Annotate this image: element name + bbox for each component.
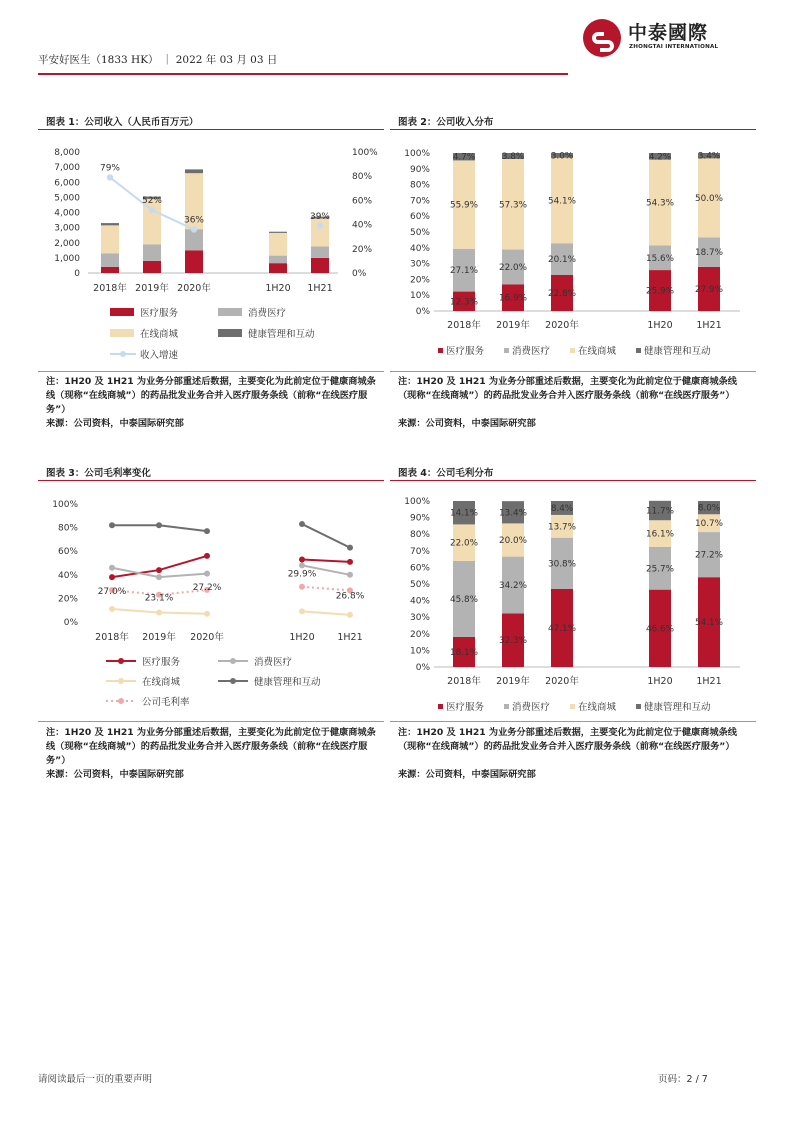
chart3-point-health-3 xyxy=(299,521,305,527)
chart1-y2-tick: 80% xyxy=(352,172,373,183)
chart2-data-label-health-4: 3.4% xyxy=(697,151,721,162)
chart3-point-margin-3 xyxy=(299,584,305,590)
chart4-source: 来源：公司资料，中泰国际研究部 xyxy=(398,769,536,780)
chart4-y-tick: 30% xyxy=(409,613,430,624)
chart3-legend-label-2: 在线商城 xyxy=(142,677,181,688)
chart1-growth-point-0 xyxy=(107,174,113,180)
chart2-y-tick: 60% xyxy=(409,212,430,223)
chart1-title: 图表 1：公司收入（人民币百万元） xyxy=(46,117,199,128)
chart2-data-label-online-4: 50.0% xyxy=(695,193,723,204)
chart4-legend-label-1: 消费医疗 xyxy=(512,702,551,713)
chart3-title: 图表 3：公司毛利率变化 xyxy=(46,468,151,479)
logo-subtitle: ZHONGTAI INTERNATIONAL xyxy=(629,44,719,50)
chart1-y2-tick: 40% xyxy=(352,220,373,231)
chart1-legend-label-1: 消费医疗 xyxy=(248,308,287,319)
chart3-x-tick: 1H21 xyxy=(337,632,363,643)
report-header-text: 平安好医生（1833 HK） ｜ 2022 年 03 月 03 日 xyxy=(38,54,278,66)
chart3-margin-label-1: 23.1% xyxy=(144,593,174,604)
chart1-legend-swatch-2 xyxy=(110,329,134,337)
chart1-y-tick: 8,000 xyxy=(54,148,80,158)
chart4-y-tick: 90% xyxy=(409,513,430,524)
chart2-x-tick: 2020年 xyxy=(545,320,579,331)
chart4-legend-swatch-0 xyxy=(438,704,443,709)
chart1-y2-tick: 0% xyxy=(352,269,367,279)
chart4-y-tick: 10% xyxy=(409,646,430,657)
chart1-bar-health-0 xyxy=(101,223,119,225)
chart1-growth-point-4 xyxy=(317,223,323,229)
chart2-data-label-consumer-0: 27.1% xyxy=(450,266,478,277)
chart3-point-consumer-3 xyxy=(299,562,305,568)
chart4-data-label-health-2: 8.4% xyxy=(550,503,574,514)
chart4-data-label-medical-2: 47.1% xyxy=(548,623,576,634)
chart3-legend-label-3: 健康管理和互动 xyxy=(254,677,321,688)
chart1-bar-consumer-0 xyxy=(101,253,119,267)
chart1-x-tick: 1H21 xyxy=(307,283,333,294)
chart1-y-tick: 1,000 xyxy=(54,253,80,264)
chart4-legend-label-2: 在线商城 xyxy=(578,702,617,713)
chart1-legend-swatch-0 xyxy=(110,308,134,316)
chart4-gross-profit-share xyxy=(390,486,756,720)
chart1-y-tick: 4,000 xyxy=(54,208,80,219)
chart2-data-label-consumer-4: 18.7% xyxy=(695,248,723,259)
chart4-legend-label-0: 医疗服务 xyxy=(446,702,485,713)
chart3-point-health-1 xyxy=(156,522,162,528)
chart3-x-tick: 1H20 xyxy=(289,632,315,643)
chart2-legend-label-1: 消费医疗 xyxy=(512,346,551,357)
chart1-legend-label-0: 医疗服务 xyxy=(140,308,179,319)
chart4-data-label-consumer-3: 25.7% xyxy=(646,564,674,575)
chart2-y-tick: 10% xyxy=(409,291,430,302)
chart2-x-tick: 1H21 xyxy=(696,320,722,331)
chart3-point-health-4 xyxy=(347,545,353,551)
chart3-margin-label-2: 27.2% xyxy=(192,582,222,593)
chart2-legend-label-0: 医疗服务 xyxy=(446,346,485,357)
chart4-y-tick: 80% xyxy=(409,530,430,541)
chart3-legend-label-4: 公司毛利率 xyxy=(142,697,190,708)
chart4-y-tick: 40% xyxy=(409,596,430,607)
chart3-point-medical-2 xyxy=(204,553,210,559)
footer-disclaimer: 请阅读最后一页的重要声明 xyxy=(38,1074,153,1085)
chart3-point-medical-4 xyxy=(347,559,353,565)
chart1-growth-label-0: 79% xyxy=(99,163,121,174)
chart3-point-online-3 xyxy=(299,608,305,614)
chart1-growth-label-2: 36% xyxy=(183,215,205,226)
chart2-data-label-medical-1: 16.9% xyxy=(499,293,527,304)
chart4-x-tick: 1H20 xyxy=(647,676,673,687)
chart1-x-tick: 2020年 xyxy=(177,283,211,294)
chart1-bar-online-3 xyxy=(269,233,287,256)
chart4-legend-swatch-1 xyxy=(504,704,509,709)
chart4-y-tick: 20% xyxy=(409,629,430,640)
chart4-data-label-online-4: 10.7% xyxy=(695,519,723,530)
chart4-data-label-health-4: 8.0% xyxy=(697,503,721,514)
chart3-y-tick: 100% xyxy=(52,500,78,510)
chart4-title: 图表 4：公司毛利分布 xyxy=(398,468,494,479)
chart3-x-tick: 2020年 xyxy=(190,632,224,643)
chart2-y-tick: 20% xyxy=(409,275,430,286)
chart4-data-label-consumer-2: 30.8% xyxy=(548,559,576,570)
chart2-note: 注：1H20 及 1H21 为业务分部重述后数据，主要变化为此前定位于健康商城条线（现称“在线商城”）的药品批发业务合并入医疗服务条线（前称“在线医疗服务”） xyxy=(398,376,737,401)
chart1-y-tick: 3,000 xyxy=(54,223,80,234)
chart4-y-tick: 0% xyxy=(415,663,430,673)
chart1-legend-label-4: 收入增速 xyxy=(140,350,179,361)
chart3-line-online-b xyxy=(302,611,350,615)
chart1-source: 来源：公司资料，中泰国际研究部 xyxy=(46,418,184,429)
chart2-y-tick: 40% xyxy=(409,243,430,254)
chart2-y-tick: 0% xyxy=(415,307,430,317)
chart3-point-consumer-1 xyxy=(156,574,162,580)
chart1-growth-label-4: 39% xyxy=(309,211,331,222)
chart3-x-tick: 2018年 xyxy=(95,632,129,643)
chart2-legend-swatch-1 xyxy=(504,348,509,353)
chart3-point-medical-3 xyxy=(299,556,305,562)
chart1-growth-point-2 xyxy=(191,226,197,232)
chart1-y2-tick: 60% xyxy=(352,196,373,207)
chart4-data-label-online-2: 13.7% xyxy=(548,522,576,533)
chart4-data-label-health-0: 14.1% xyxy=(450,508,478,519)
logo-title: 中泰國際 xyxy=(628,22,709,44)
chart1-bar-health-2 xyxy=(185,169,203,173)
chart3-bottom-rule xyxy=(38,721,384,722)
chart4-data-label-health-1: 13.4% xyxy=(499,508,527,519)
chart2-y-tick: 80% xyxy=(409,180,430,191)
chart1-bar-consumer-4 xyxy=(311,247,329,258)
chart2-x-tick: 2019年 xyxy=(496,320,530,331)
chart2-y-tick: 90% xyxy=(409,164,430,175)
chart1-bar-consumer-3 xyxy=(269,256,287,264)
chart4-data-label-medical-3: 46.6% xyxy=(646,624,674,635)
chart4-x-tick: 2018年 xyxy=(447,676,481,687)
chart2-data-label-health-2: 3.0% xyxy=(550,151,574,162)
chart3-margin-label-4: 26.8% xyxy=(335,591,365,602)
chart4-y-tick: 60% xyxy=(409,563,430,574)
chart3-line-margin-b xyxy=(302,587,350,591)
chart1-y-tick: 0 xyxy=(74,269,80,279)
chart1-y2-tick: 20% xyxy=(352,244,373,255)
chart2-data-label-medical-3: 25.9% xyxy=(646,286,674,297)
chart4-legend-swatch-2 xyxy=(570,704,575,709)
chart3-note: 注：1H20 及 1H21 为业务分部重述后数据，主要变化为此前定位于健康商城条线（现称“在线商城”）的药品批发业务合并入医疗服务条线（前称“在线医疗服务”） xyxy=(46,727,376,766)
chart1-y-tick: 7,000 xyxy=(54,163,80,174)
chart3-margin-label-0: 27.0% xyxy=(97,587,127,598)
chart3-point-consumer-4 xyxy=(347,572,353,578)
chart3-point-consumer-0 xyxy=(109,565,115,571)
chart3-top-rule xyxy=(38,480,384,481)
chart1-bar-medical-1 xyxy=(143,261,161,273)
chart3-point-online-4 xyxy=(347,612,353,618)
chart1-x-tick: 1H20 xyxy=(265,283,291,294)
chart4-x-tick: 1H21 xyxy=(696,676,722,687)
chart3-y-tick: 40% xyxy=(57,570,78,581)
chart2-legend-swatch-2 xyxy=(570,348,575,353)
chart2-data-label-online-3: 54.3% xyxy=(646,198,674,209)
chart1-bar-online-0 xyxy=(101,225,119,253)
chart3-legend-label-1: 消费医疗 xyxy=(254,657,293,668)
chart1-growth-label-1: 52% xyxy=(141,196,163,207)
chart3-legend-marker-2 xyxy=(118,678,124,684)
chart2-data-label-health-3: 4.2% xyxy=(648,152,672,163)
chart4-top-rule xyxy=(390,480,756,481)
chart3-y-tick: 60% xyxy=(57,547,78,558)
chart2-title: 图表 2：公司收入分布 xyxy=(398,117,494,128)
chart3-point-health-0 xyxy=(109,522,115,528)
chart4-data-label-medical-0: 18.1% xyxy=(450,647,478,658)
chart1-growth-point-1 xyxy=(149,207,155,213)
chart4-data-label-consumer-0: 45.8% xyxy=(450,594,478,605)
chart2-data-label-health-0: 4.7% xyxy=(452,152,476,163)
chart4-y-tick: 70% xyxy=(409,546,430,557)
chart1-bar-medical-0 xyxy=(101,267,119,273)
chart3-point-medical-0 xyxy=(109,574,115,580)
chart1-bar-health-3 xyxy=(269,232,287,233)
chart1-legend-swatch-3 xyxy=(218,329,242,337)
chart2-x-tick: 2018年 xyxy=(447,320,481,331)
chart1-revenue xyxy=(38,135,384,370)
chart4-x-tick: 2019年 xyxy=(496,676,530,687)
chart1-bottom-rule xyxy=(38,371,384,372)
chart2-data-label-health-1: 3.8% xyxy=(501,152,525,163)
chart1-y-tick: 6,000 xyxy=(54,178,80,189)
chart1-y2-tick: 100% xyxy=(352,148,378,158)
footer-page-number: 页码：2 / 7 xyxy=(658,1074,708,1085)
chart4-data-label-medical-4: 54.1% xyxy=(695,618,723,629)
chart2-x-tick: 1H20 xyxy=(647,320,673,331)
chart3-y-tick: 0% xyxy=(63,618,78,628)
chart1-legend-marker-4 xyxy=(120,351,126,357)
chart1-note: 注：1H20 及 1H21 为业务分部重述后数据，主要变化为此前定位于健康商城条线（现称“在线商城”）的药品批发业务合并入医疗服务条线（前称“在线医疗服务”） xyxy=(46,376,376,415)
chart3-margin-label-3: 29.9% xyxy=(287,569,317,580)
chart2-data-label-online-2: 54.1% xyxy=(548,196,576,207)
chart4-data-label-consumer-1: 34.2% xyxy=(499,580,527,591)
chart4-data-label-medical-1: 32.3% xyxy=(499,636,527,647)
chart2-data-label-consumer-3: 15.6% xyxy=(646,253,674,264)
chart3-point-online-1 xyxy=(156,610,162,616)
chart2-y-tick: 100% xyxy=(404,149,430,159)
chart4-data-label-health-3: 11.7% xyxy=(646,506,674,517)
chart3-legend-label-0: 医疗服务 xyxy=(142,657,181,668)
chart4-data-label-consumer-4: 27.2% xyxy=(695,550,723,561)
chart3-x-tick: 2019年 xyxy=(142,632,176,643)
chart2-legend-label-3: 健康管理和互动 xyxy=(644,346,711,357)
chart2-data-label-online-1: 57.3% xyxy=(499,200,527,211)
chart2-legend-label-2: 在线商城 xyxy=(578,346,617,357)
chart3-point-health-2 xyxy=(204,528,210,534)
chart2-source: 来源：公司资料，中泰国际研究部 xyxy=(398,418,536,429)
chart4-legend-label-3: 健康管理和互动 xyxy=(644,702,711,713)
chart4-note: 注：1H20 及 1H21 为业务分部重述后数据，主要变化为此前定位于健康商城条线（现称“在线商城”）的药品批发业务合并入医疗服务条线（前称“在线医疗服务”） xyxy=(398,727,737,752)
chart2-data-label-consumer-1: 22.0% xyxy=(499,262,527,273)
chart4-legend-swatch-3 xyxy=(636,704,641,709)
chart4-data-label-online-3: 16.1% xyxy=(646,529,674,540)
chart3-legend-marker-1 xyxy=(230,658,236,664)
chart4-y-tick: 50% xyxy=(409,580,430,590)
chart3-line-medical-b xyxy=(302,559,350,561)
chart4-y-tick: 100% xyxy=(404,497,430,507)
chart1-y-tick: 5,000 xyxy=(54,193,80,204)
chart3-point-medical-1 xyxy=(156,567,162,573)
chart1-bar-medical-4 xyxy=(311,258,329,273)
chart3-point-online-0 xyxy=(109,606,115,612)
chart3-legend-marker-0 xyxy=(118,658,124,664)
chart2-top-rule xyxy=(390,129,756,130)
chart2-y-tick: 50% xyxy=(409,228,430,238)
chart4-x-tick: 2020年 xyxy=(545,676,579,687)
chart1-x-tick: 2019年 xyxy=(135,283,169,294)
chart3-point-online-2 xyxy=(204,611,210,617)
chart1-legend-label-3: 健康管理和互动 xyxy=(248,329,315,340)
chart3-source: 来源：公司资料，中泰国际研究部 xyxy=(46,769,184,780)
chart1-bar-consumer-1 xyxy=(143,244,161,261)
chart2-data-label-medical-0: 12.3% xyxy=(450,297,478,308)
chart2-data-label-medical-2: 22.8% xyxy=(548,288,576,299)
chart3-y-tick: 20% xyxy=(57,594,78,605)
chart4-data-label-online-1: 20.0% xyxy=(499,536,527,547)
chart1-x-tick: 2018年 xyxy=(93,283,127,294)
chart3-line-health-b xyxy=(302,524,350,548)
chart2-y-tick: 70% xyxy=(409,196,430,207)
chart1-y-tick: 2,000 xyxy=(54,238,80,249)
chart2-data-label-online-0: 55.9% xyxy=(450,200,478,211)
chart1-bar-medical-3 xyxy=(269,263,287,273)
chart1-legend-label-2: 在线商城 xyxy=(140,329,179,340)
chart1-legend-swatch-1 xyxy=(218,308,242,316)
chart2-legend-swatch-3 xyxy=(636,348,641,353)
chart2-bottom-rule xyxy=(390,371,756,372)
chart2-legend-swatch-0 xyxy=(438,348,443,353)
chart2-revenue-share xyxy=(390,135,756,370)
chart2-data-label-consumer-2: 20.1% xyxy=(548,255,576,266)
chart3-legend-marker-3 xyxy=(230,678,236,684)
chart2-data-label-medical-4: 27.9% xyxy=(695,284,723,295)
header-divider xyxy=(38,73,568,75)
chart3-legend-marker-4 xyxy=(118,698,124,704)
chart3-point-consumer-2 xyxy=(204,571,210,577)
chart2-y-tick: 30% xyxy=(409,259,430,270)
chart4-data-label-online-0: 22.0% xyxy=(450,538,478,549)
chart3-y-tick: 80% xyxy=(57,523,78,534)
chart1-top-rule xyxy=(38,129,384,130)
chart1-bar-medical-2 xyxy=(185,250,203,273)
chart4-bottom-rule xyxy=(390,721,756,722)
chart3-gross-margin xyxy=(38,486,384,720)
